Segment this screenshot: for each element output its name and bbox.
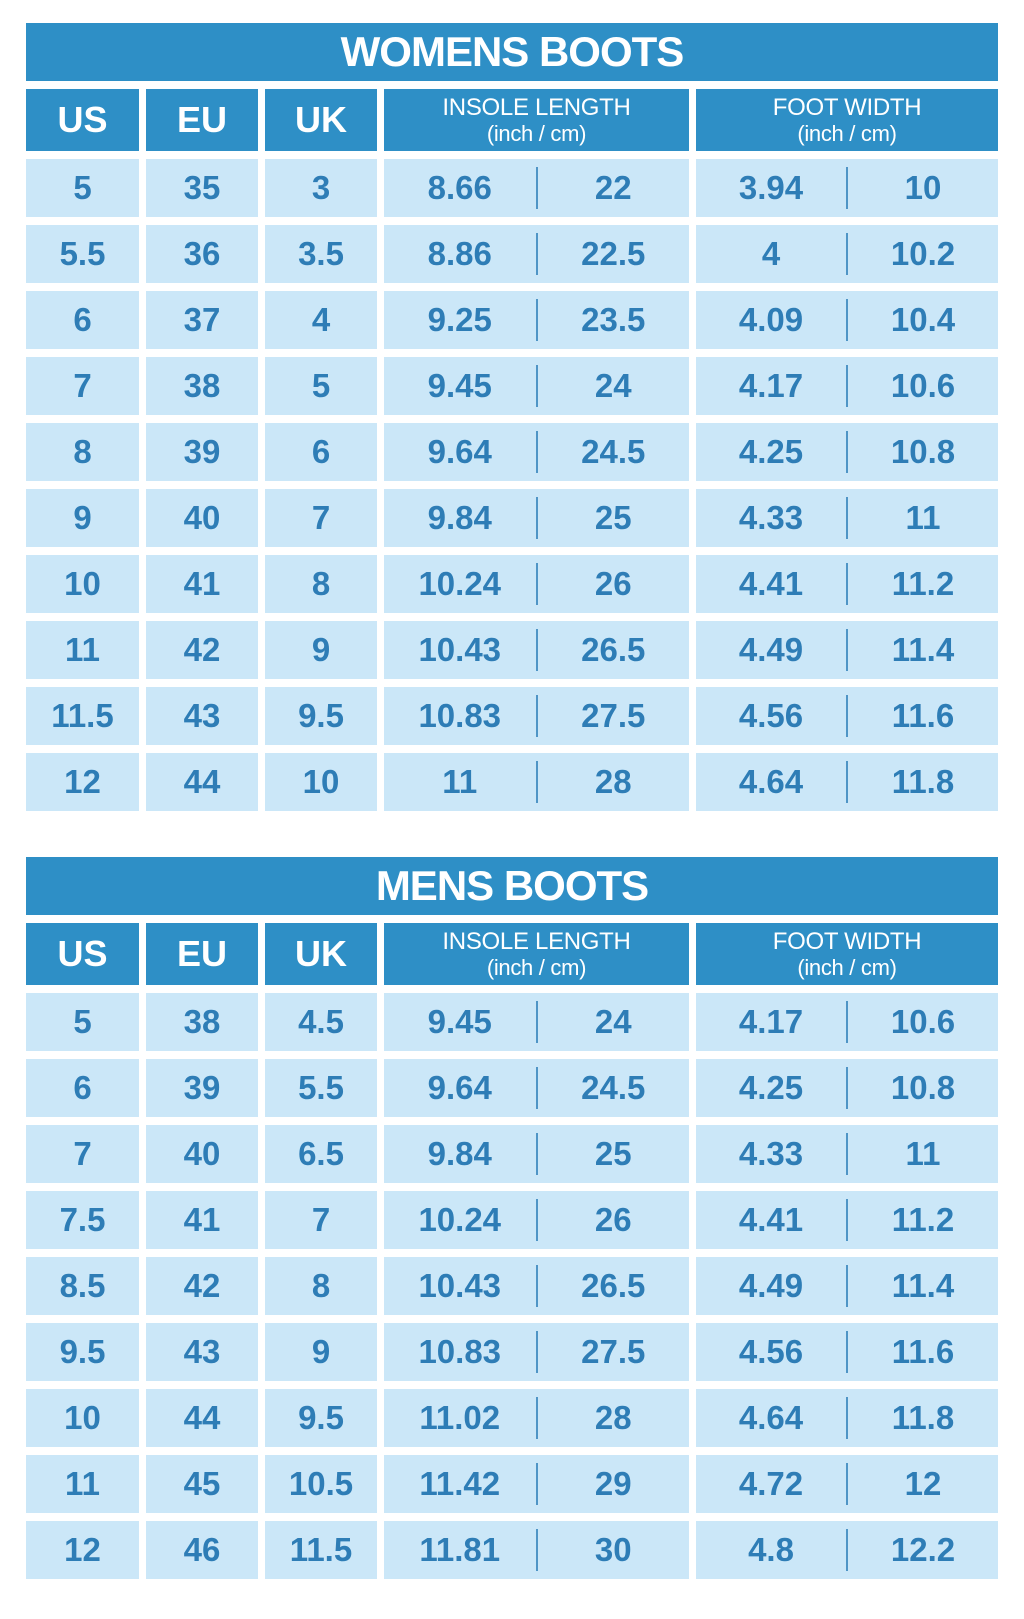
cell-us-size: 12 bbox=[26, 753, 139, 811]
cell-insole-length-cm: 23.5 bbox=[581, 301, 646, 338]
cell-foot-width bbox=[696, 489, 998, 547]
cell-foot-width bbox=[696, 687, 998, 745]
cell-us-size: 5.5 bbox=[26, 225, 139, 283]
cell-insole-length bbox=[384, 489, 689, 547]
cell-insole-length-inch: 9.25 bbox=[427, 301, 492, 338]
cell-divider bbox=[536, 1067, 538, 1109]
cell-eu-size: 39 bbox=[146, 423, 258, 481]
cell-insole-length bbox=[384, 1521, 689, 1579]
cell-insole-length-inch: 9.84 bbox=[427, 1135, 492, 1172]
cell-divider bbox=[846, 365, 848, 407]
cell-foot-width-cm: 12 bbox=[904, 1465, 942, 1502]
cell-eu-size: 45 bbox=[146, 1455, 258, 1513]
cell-insole-length bbox=[384, 1059, 689, 1117]
cell-foot-width-inch: 4.64 bbox=[738, 763, 804, 800]
column-header-uk bbox=[265, 89, 377, 151]
mens-table-rows bbox=[26, 993, 998, 1579]
cell-insole-length-inch: 10.24 bbox=[418, 1201, 502, 1238]
cell-insole-length-inch: 8.66 bbox=[427, 169, 492, 206]
cell-us-size: 5 bbox=[26, 159, 139, 217]
cell-insole-length bbox=[384, 993, 689, 1051]
cell-uk-size: 4.5 bbox=[265, 993, 377, 1051]
column-header-us-label: US bbox=[57, 99, 108, 140]
cell-us-size: 7 bbox=[26, 357, 139, 415]
cell-insole-length-cm: 22 bbox=[594, 169, 632, 206]
cell-eu-size: 40 bbox=[146, 489, 258, 547]
cell-foot-width-inch: 4.56 bbox=[738, 1333, 804, 1370]
cell-foot-width bbox=[696, 1521, 998, 1579]
cell-insole-length-cm: 24 bbox=[594, 1003, 632, 1040]
cell-insole-length-inch: 11.42 bbox=[419, 1465, 501, 1502]
cell-divider bbox=[846, 1265, 848, 1307]
foot-width-label: FOOT WIDTH bbox=[772, 93, 922, 121]
foot-width-units: (inch / cm) bbox=[797, 955, 897, 981]
cell-foot-width bbox=[696, 1323, 998, 1381]
cell-insole-length-inch: 11.81 bbox=[419, 1531, 501, 1568]
cell-insole-length-cm: 30 bbox=[594, 1531, 632, 1568]
insole-length-units: (inch / cm) bbox=[486, 121, 587, 147]
cell-uk-size: 6.5 bbox=[265, 1125, 377, 1183]
cell-divider bbox=[846, 1133, 848, 1175]
cell-divider bbox=[846, 629, 848, 671]
cell-foot-width bbox=[696, 753, 998, 811]
cell-eu-size: 38 bbox=[146, 357, 258, 415]
mens-table-title: MENS BOOTS bbox=[26, 857, 998, 915]
mens-boots-table bbox=[26, 857, 998, 1579]
cell-insole-length-cm: 24.5 bbox=[581, 433, 646, 470]
cell-uk-size: 4 bbox=[265, 291, 377, 349]
cell-divider bbox=[846, 1463, 848, 1505]
cell-divider bbox=[536, 431, 538, 473]
cell-divider bbox=[846, 1397, 848, 1439]
cell-insole-length bbox=[384, 1455, 689, 1513]
cell-us-size: 9.5 bbox=[26, 1323, 139, 1381]
cell-foot-width-inch: 3.94 bbox=[738, 169, 804, 206]
cell-us-size: 8.5 bbox=[26, 1257, 139, 1315]
cell-foot-width-inch: 4.33 bbox=[738, 499, 804, 536]
cell-divider bbox=[846, 1529, 848, 1571]
foot-width-units: (inch / cm) bbox=[797, 121, 897, 147]
cell-foot-width-cm: 11 bbox=[905, 1135, 941, 1172]
cell-foot-width-cm: 11.4 bbox=[891, 1267, 955, 1304]
cell-foot-width-cm: 11.4 bbox=[891, 631, 955, 668]
column-header-us-label: US bbox=[57, 933, 108, 974]
cell-divider bbox=[846, 1331, 848, 1373]
cell-divider bbox=[846, 1001, 848, 1043]
cell-eu-size: 41 bbox=[146, 555, 258, 613]
cell-divider bbox=[536, 1463, 538, 1505]
cell-eu-size: 36 bbox=[146, 225, 258, 283]
cell-uk-size: 10.5 bbox=[265, 1455, 377, 1513]
cell-foot-width-cm: 11.2 bbox=[891, 565, 955, 602]
cell-insole-length bbox=[384, 291, 689, 349]
cell-foot-width-cm: 10.4 bbox=[890, 301, 956, 338]
column-header-uk-label: UK bbox=[295, 933, 347, 974]
cell-divider bbox=[536, 1265, 538, 1307]
column-header-uk-label: UK bbox=[295, 99, 347, 140]
cell-eu-size: 42 bbox=[146, 1257, 258, 1315]
cell-foot-width bbox=[696, 1059, 998, 1117]
cell-eu-size: 43 bbox=[146, 687, 258, 745]
cell-insole-length-cm: 22.5 bbox=[581, 235, 646, 272]
cell-insole-length-cm: 26.5 bbox=[581, 1267, 646, 1304]
womens-boots-table bbox=[26, 23, 998, 811]
cell-foot-width-cm: 10.6 bbox=[890, 367, 956, 404]
cell-foot-width-inch: 4.56 bbox=[738, 697, 804, 734]
cell-foot-width-cm: 11 bbox=[905, 499, 941, 536]
cell-divider bbox=[536, 1529, 538, 1571]
cell-insole-length-cm: 26.5 bbox=[581, 631, 646, 668]
cell-foot-width bbox=[696, 621, 998, 679]
cell-foot-width-inch: 4.8 bbox=[748, 1531, 794, 1568]
cell-insole-length-inch: 11.02 bbox=[419, 1399, 501, 1436]
cell-foot-width-cm: 10.2 bbox=[890, 235, 956, 272]
cell-insole-length-inch: 11 bbox=[442, 763, 478, 800]
cell-uk-size: 10 bbox=[265, 753, 377, 811]
cell-divider bbox=[846, 299, 848, 341]
cell-divider bbox=[536, 1133, 538, 1175]
cell-foot-width-inch: 4.49 bbox=[738, 631, 804, 668]
cell-uk-size: 5.5 bbox=[265, 1059, 377, 1117]
cell-insole-length-inch: 9.45 bbox=[427, 367, 492, 404]
cell-insole-length-cm: 28 bbox=[594, 763, 632, 800]
cell-us-size: 8 bbox=[26, 423, 139, 481]
cell-divider bbox=[536, 299, 538, 341]
cell-us-size: 6 bbox=[26, 291, 139, 349]
cell-uk-size: 8 bbox=[265, 1257, 377, 1315]
cell-insole-length-inch: 9.84 bbox=[427, 499, 492, 536]
cell-eu-size: 41 bbox=[146, 1191, 258, 1249]
foot-width-label: FOOT WIDTH bbox=[772, 927, 922, 955]
cell-foot-width bbox=[696, 993, 998, 1051]
cell-foot-width-inch: 4 bbox=[761, 235, 781, 272]
cell-insole-length-inch: 10.83 bbox=[418, 697, 502, 734]
cell-us-size: 6 bbox=[26, 1059, 139, 1117]
cell-insole-length bbox=[384, 555, 689, 613]
cell-insole-length-cm: 25 bbox=[594, 1135, 632, 1172]
cell-foot-width bbox=[696, 1257, 998, 1315]
cell-foot-width bbox=[696, 1125, 998, 1183]
cell-us-size: 9 bbox=[26, 489, 139, 547]
cell-insole-length bbox=[384, 753, 689, 811]
cell-eu-size: 44 bbox=[146, 753, 258, 811]
cell-divider bbox=[536, 563, 538, 605]
cell-divider bbox=[536, 1331, 538, 1373]
cell-foot-width-cm: 11.6 bbox=[891, 1333, 955, 1370]
cell-foot-width bbox=[696, 423, 998, 481]
cell-divider bbox=[846, 497, 848, 539]
cell-uk-size: 9.5 bbox=[265, 687, 377, 745]
cell-insole-length bbox=[384, 687, 689, 745]
column-header-eu-label: EU bbox=[176, 933, 227, 974]
cell-us-size: 11 bbox=[26, 621, 139, 679]
cell-us-size: 12 bbox=[26, 1521, 139, 1579]
cell-us-size: 7.5 bbox=[26, 1191, 139, 1249]
cell-us-size: 10 bbox=[26, 555, 139, 613]
cell-divider bbox=[536, 629, 538, 671]
cell-foot-width bbox=[696, 225, 998, 283]
column-header-foot-width bbox=[696, 89, 998, 151]
womens-table-rows bbox=[26, 159, 998, 811]
cell-divider bbox=[846, 233, 848, 275]
cell-eu-size: 42 bbox=[146, 621, 258, 679]
cell-insole-length bbox=[384, 621, 689, 679]
cell-insole-length-cm: 27.5 bbox=[581, 1333, 646, 1370]
cell-foot-width-cm: 11.2 bbox=[891, 1201, 955, 1238]
cell-uk-size: 3 bbox=[265, 159, 377, 217]
cell-foot-width bbox=[696, 555, 998, 613]
cell-uk-size: 7 bbox=[265, 1191, 377, 1249]
womens-table-title: WOMENS BOOTS bbox=[26, 23, 998, 81]
cell-divider bbox=[536, 1001, 538, 1043]
cell-eu-size: 46 bbox=[146, 1521, 258, 1579]
cell-foot-width bbox=[696, 357, 998, 415]
cell-insole-length bbox=[384, 1323, 689, 1381]
cell-insole-length-cm: 24.5 bbox=[581, 1069, 646, 1106]
cell-insole-length bbox=[384, 423, 689, 481]
cell-foot-width bbox=[696, 159, 998, 217]
column-header-insole-length bbox=[384, 923, 689, 985]
cell-divider bbox=[846, 1199, 848, 1241]
cell-foot-width-inch: 4.41 bbox=[738, 1201, 804, 1238]
column-header-eu bbox=[146, 923, 258, 985]
cell-insole-length bbox=[384, 1191, 689, 1249]
cell-us-size: 7 bbox=[26, 1125, 139, 1183]
cell-eu-size: 43 bbox=[146, 1323, 258, 1381]
cell-insole-length bbox=[384, 1257, 689, 1315]
cell-divider bbox=[536, 233, 538, 275]
insole-length-label: INSOLE LENGTH bbox=[442, 93, 631, 121]
cell-uk-size: 11.5 bbox=[265, 1521, 377, 1579]
cell-foot-width bbox=[696, 1455, 998, 1513]
cell-foot-width bbox=[696, 291, 998, 349]
cell-foot-width-cm: 10.8 bbox=[890, 433, 956, 470]
cell-eu-size: 35 bbox=[146, 159, 258, 217]
cell-divider bbox=[536, 497, 538, 539]
cell-foot-width-inch: 4.41 bbox=[738, 565, 804, 602]
cell-insole-length-inch: 10.83 bbox=[418, 1333, 502, 1370]
insole-length-units: (inch / cm) bbox=[486, 955, 587, 981]
cell-foot-width-inch: 4.33 bbox=[738, 1135, 804, 1172]
cell-foot-width bbox=[696, 1191, 998, 1249]
cell-eu-size: 40 bbox=[146, 1125, 258, 1183]
cell-divider bbox=[536, 365, 538, 407]
cell-insole-length-inch: 8.86 bbox=[427, 235, 492, 272]
column-header-us bbox=[26, 89, 139, 151]
column-header-foot-width bbox=[696, 923, 998, 985]
cell-insole-length-inch: 9.45 bbox=[427, 1003, 492, 1040]
cell-insole-length-cm: 25 bbox=[594, 499, 632, 536]
cell-divider bbox=[536, 1397, 538, 1439]
column-header-us bbox=[26, 923, 139, 985]
cell-insole-length bbox=[384, 225, 689, 283]
cell-insole-length bbox=[384, 357, 689, 415]
cell-eu-size: 39 bbox=[146, 1059, 258, 1117]
cell-us-size: 11.5 bbox=[26, 687, 139, 745]
cell-insole-length-cm: 26 bbox=[594, 565, 632, 602]
cell-foot-width-inch: 4.17 bbox=[738, 367, 804, 404]
cell-insole-length-cm: 27.5 bbox=[581, 697, 646, 734]
cell-insole-length-inch: 10.24 bbox=[418, 565, 502, 602]
cell-foot-width bbox=[696, 1389, 998, 1447]
cell-foot-width-inch: 4.72 bbox=[738, 1465, 804, 1502]
insole-length-label: INSOLE LENGTH bbox=[442, 927, 631, 955]
cell-insole-length-inch: 10.43 bbox=[418, 1267, 502, 1304]
cell-uk-size: 6 bbox=[265, 423, 377, 481]
cell-foot-width-inch: 4.25 bbox=[738, 433, 804, 470]
cell-divider bbox=[536, 695, 538, 737]
cell-insole-length bbox=[384, 1389, 689, 1447]
cell-insole-length bbox=[384, 159, 689, 217]
cell-uk-size: 9.5 bbox=[265, 1389, 377, 1447]
cell-foot-width-inch: 4.64 bbox=[738, 1399, 804, 1436]
cell-us-size: 11 bbox=[26, 1455, 139, 1513]
cell-divider bbox=[846, 167, 848, 209]
cell-foot-width-cm: 11.6 bbox=[891, 697, 955, 734]
cell-foot-width-inch: 4.25 bbox=[738, 1069, 804, 1106]
column-header-eu-label: EU bbox=[176, 99, 227, 140]
column-header-insole-length bbox=[384, 89, 689, 151]
cell-insole-length-inch: 9.64 bbox=[427, 433, 492, 470]
cell-uk-size: 8 bbox=[265, 555, 377, 613]
cell-divider bbox=[846, 1067, 848, 1109]
cell-foot-width-inch: 4.17 bbox=[738, 1003, 804, 1040]
cell-eu-size: 37 bbox=[146, 291, 258, 349]
cell-uk-size: 9 bbox=[265, 1323, 377, 1381]
cell-foot-width-cm: 10 bbox=[904, 169, 942, 206]
cell-insole-length-cm: 26 bbox=[594, 1201, 632, 1238]
cell-foot-width-cm: 12.2 bbox=[890, 1531, 956, 1568]
cell-foot-width-inch: 4.09 bbox=[738, 301, 804, 338]
cell-insole-length bbox=[384, 1125, 689, 1183]
womens-table-grid bbox=[26, 89, 998, 151]
cell-eu-size: 38 bbox=[146, 993, 258, 1051]
cell-insole-length-cm: 24 bbox=[594, 367, 632, 404]
column-header-uk bbox=[265, 923, 377, 985]
cell-foot-width-cm: 11.8 bbox=[891, 763, 955, 800]
cell-foot-width-cm: 10.8 bbox=[890, 1069, 956, 1106]
cell-uk-size: 9 bbox=[265, 621, 377, 679]
column-header-eu bbox=[146, 89, 258, 151]
cell-us-size: 5 bbox=[26, 993, 139, 1051]
cell-uk-size: 3.5 bbox=[265, 225, 377, 283]
cell-divider bbox=[846, 563, 848, 605]
cell-uk-size: 7 bbox=[265, 489, 377, 547]
cell-foot-width-cm: 10.6 bbox=[890, 1003, 956, 1040]
cell-divider bbox=[536, 761, 538, 803]
cell-divider bbox=[536, 1199, 538, 1241]
cell-insole-length-cm: 29 bbox=[594, 1465, 632, 1502]
cell-foot-width-inch: 4.49 bbox=[738, 1267, 804, 1304]
cell-divider bbox=[536, 167, 538, 209]
cell-us-size: 10 bbox=[26, 1389, 139, 1447]
cell-insole-length-inch: 10.43 bbox=[418, 631, 502, 668]
cell-foot-width-cm: 11.8 bbox=[891, 1399, 955, 1436]
cell-uk-size: 5 bbox=[265, 357, 377, 415]
cell-insole-length-inch: 9.64 bbox=[427, 1069, 492, 1106]
cell-divider bbox=[846, 695, 848, 737]
cell-insole-length-cm: 28 bbox=[594, 1399, 632, 1436]
cell-divider bbox=[846, 761, 848, 803]
mens-table-grid bbox=[26, 923, 998, 985]
cell-divider bbox=[846, 431, 848, 473]
cell-eu-size: 44 bbox=[146, 1389, 258, 1447]
